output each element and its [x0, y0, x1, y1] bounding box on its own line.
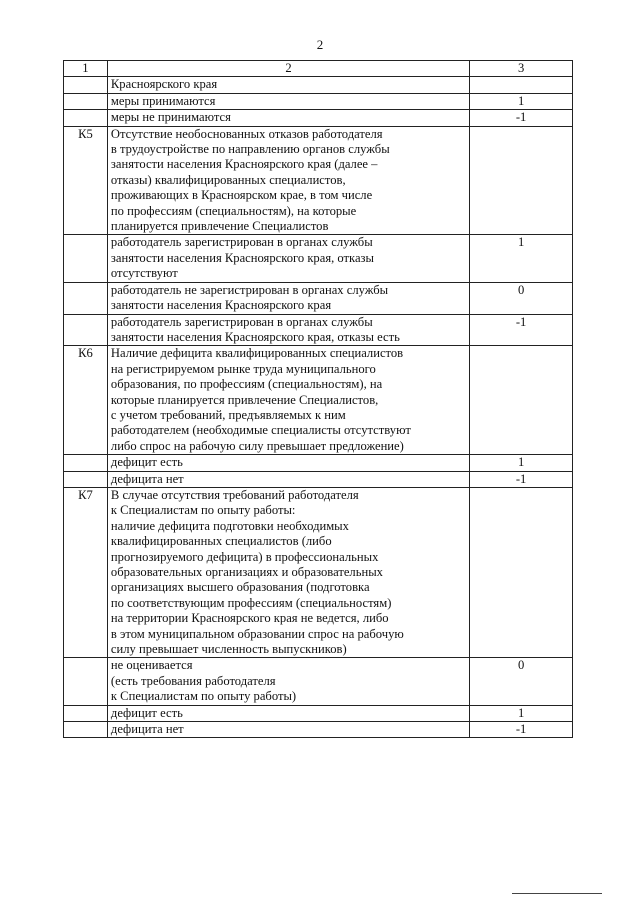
criterion-description: [107, 77, 469, 93]
criterion-description: [107, 93, 469, 109]
description-line: дефицита нет: [110, 471, 184, 486]
criterion-score: -1: [470, 722, 573, 738]
table-row: [64, 455, 573, 471]
description-line: дефицита нет: [110, 722, 184, 737]
criterion-score: 1: [470, 455, 573, 471]
description-line: Наличие дефицита квалифицированных специалистов: [110, 346, 404, 361]
criterion-code: К5: [64, 126, 108, 235]
criterion-description: [107, 658, 469, 705]
description-line: работодатель зарегистрирован в органах службы: [110, 314, 373, 329]
description-line: занятости населения Красноярского края, отказы есть: [110, 329, 400, 344]
criterion-score: [470, 346, 573, 455]
description-line: образования, по профессиям (специальностям), на: [110, 377, 383, 392]
description-line: на территории Красноярского края не ведется, либо: [110, 611, 389, 626]
description-line: меры не принимаются: [110, 110, 231, 125]
criterion-code: [64, 110, 108, 126]
criterion-code: [64, 235, 108, 282]
criterion-score: [470, 487, 573, 657]
description-line: планируется привлечение Специалистов: [110, 219, 329, 234]
description-line: которые планируется привлечение Специалистов,: [110, 392, 379, 407]
description-line: работодателем (необходимые специалисты отсутствуют: [110, 423, 411, 438]
description-line: работодатель не зарегистрирован в органах службы: [110, 282, 389, 297]
criterion-score: 0: [470, 658, 573, 705]
table-row: [64, 471, 573, 487]
description-line: организациях высшего образования (подготовка: [110, 580, 370, 595]
criterion-description: [107, 722, 469, 738]
table-row: [64, 705, 573, 721]
description-line: либо спрос на рабочую силу превышает предложение): [110, 438, 404, 453]
criterion-description: [107, 487, 469, 657]
criterion-score: 1: [470, 235, 573, 282]
criterion-description: [107, 235, 469, 282]
footer-rule: [512, 893, 602, 894]
description-line: в этом муниципальном образовании спрос на рабочую: [110, 626, 404, 641]
page-number: 2: [316, 37, 324, 52]
criterion-description: [107, 346, 469, 455]
table-row: [64, 658, 573, 705]
description-line: с учетом требований, предъявляемых к ним: [110, 407, 346, 422]
table-row: [64, 282, 573, 314]
header-col-1: 1: [64, 61, 108, 77]
description-line: наличие дефицита подготовки необходимых: [110, 518, 349, 533]
criterion-description: [107, 471, 469, 487]
criterion-code: [64, 77, 108, 93]
description-line: на регистрируемом рынке труда муниципального: [110, 361, 376, 376]
criterion-code: [64, 705, 108, 721]
description-line: Красноярского края: [110, 77, 218, 92]
description-line: (есть требования работодателя: [110, 673, 276, 688]
table-row: [64, 487, 573, 657]
criterion-score: 0: [470, 282, 573, 314]
table-row: [64, 126, 573, 235]
description-line: занятости населения Красноярского края, отказы: [110, 250, 374, 265]
description-line: по профессиям (специальностям), на которые: [110, 203, 357, 218]
criterion-code: [64, 314, 108, 346]
description-line: работодатель зарегистрирован в органах службы: [110, 235, 373, 250]
criterion-description: [107, 126, 469, 235]
criterion-description: [107, 110, 469, 126]
criterion-score: [470, 126, 573, 235]
table-row: [64, 93, 573, 109]
description-line: отсутствуют: [110, 266, 178, 281]
criterion-code: [64, 658, 108, 705]
description-line: образовательных организациях и образовательных: [110, 565, 383, 579]
criterion-code: К7: [64, 487, 108, 657]
criterion-description: [107, 705, 469, 721]
description-line: Отсутствие необоснованных отказов работодателя: [110, 126, 383, 141]
criterion-code: [64, 93, 108, 109]
description-line: прогнозируемого дефицита) в профессиональных: [110, 549, 379, 564]
description-line: занятости населения Красноярского края (далее –: [110, 157, 378, 172]
criterion-score: -1: [470, 314, 573, 346]
criterion-score: -1: [470, 110, 573, 126]
criterion-description: [107, 314, 469, 346]
description-line: по соответствующим профессиям (специальностям): [110, 595, 392, 610]
description-line: дефицит есть: [110, 705, 183, 720]
description-line: отказы) квалифицированных специалистов,: [110, 172, 346, 187]
table-header-row: [64, 61, 573, 77]
criterion-description: [107, 282, 469, 314]
table-row: [64, 346, 573, 455]
criterion-code: [64, 282, 108, 314]
criterion-description: [107, 455, 469, 471]
table-row: [64, 77, 573, 93]
description-line: меры принимаются: [110, 93, 216, 108]
description-line: проживающих в Красноярском крае, в том числе: [110, 188, 373, 203]
criterion-code: К6: [64, 346, 108, 455]
table-row: [64, 722, 573, 738]
description-line: занятости населения Красноярского края: [110, 298, 332, 313]
description-line: не оценивается: [110, 658, 193, 673]
description-line: к Специалистам по опыту работы:: [110, 503, 296, 518]
criterion-code: [64, 722, 108, 738]
description-line: силу превышает численность выпускников): [110, 642, 347, 657]
table-row: [64, 110, 573, 126]
description-line: дефицит есть: [110, 455, 183, 470]
criterion-score: -1: [470, 471, 573, 487]
description-line: В случае отсутствия требований работодателя: [110, 487, 359, 502]
table-body: [64, 61, 573, 738]
criterion-score: [470, 77, 573, 93]
criterion-score: 1: [470, 93, 573, 109]
description-line: к Специалистам по опыту работы): [110, 689, 297, 704]
description-line: квалифицированных специалистов (либо: [110, 534, 332, 549]
criterion-code: [64, 455, 108, 471]
table-row: [64, 235, 573, 282]
header-col-2: 2: [107, 61, 469, 77]
criteria-table: [63, 60, 573, 738]
criterion-code: [64, 471, 108, 487]
table-row: [64, 314, 573, 346]
criterion-score: 1: [470, 705, 573, 721]
header-col-3: 3: [470, 61, 573, 77]
description-line: в трудоустройстве по направлению органов службы: [110, 142, 390, 157]
